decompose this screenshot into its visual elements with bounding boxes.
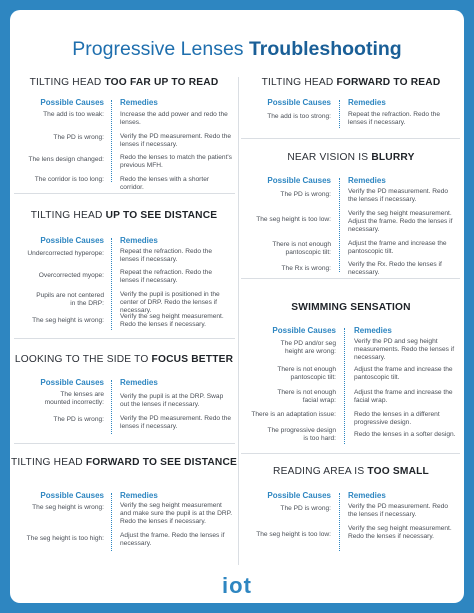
remedies-heading: Remedies [348,98,386,107]
remedy-text: Verify the pupil is positioned in the center of DRP. Redo the lenses if necessary. [120,291,220,315]
causes-heading: Possible Causes [40,491,104,500]
remedy-text: Verify the pupil is at the DRP. Swap out the lenses if necessary. [120,393,224,409]
cause-text: The PD is wrong: [53,416,104,423]
cause-text: The Rx is wrong: [281,265,331,272]
cause-text: There is not enough pantoscopic tilt: [277,366,336,382]
causes-heading: Possible Causes [267,176,331,185]
cause-text: Undercorrected hyperope: [27,250,104,257]
remedy-text: Increase the add power and redo the lenses. [120,111,228,127]
remedy-text: Redo the lenses to match the patient's previous MFH. [120,154,232,170]
cause-text: There is an adaptation issue: [251,411,336,418]
cause-text: The PD is wrong: [280,191,331,198]
cause-text: The PD is wrong: [53,134,104,141]
cause-text: The corridor is too long: [34,176,104,183]
cause-text: There is not enough pantoscopic tilt: [272,241,331,257]
iot-logo: iot [222,573,252,598]
section-title: TILTING HEAD TOO FAR UP TO READ [29,77,219,88]
remedy-text: Adjust the frame. Redo the lenses if necessary. [120,532,225,548]
dotted-separator [339,493,340,551]
remedy-text: Redo the lenses in a different progressive design. [354,411,440,427]
remedy-text: Repeat the refraction. Redo the lenses if necessary. [348,111,441,127]
cause-text: The seg height is too low: [256,216,331,223]
section-title: TILTING HEAD UP TO SEE DISTANCE [30,210,218,221]
remedy-text: Verify the PD measurement. Redo the lenses if necessary. [348,188,449,204]
divider-right-1 [241,138,460,139]
dotted-separator [111,380,112,434]
cause-text: The PD and/or seg height are wrong: [280,340,336,356]
remedies-heading: Remedies [120,236,158,245]
cause-text: Pupils are not centered in the DRP: [36,292,104,308]
section-title: SWIMMING SENSATION [291,302,411,313]
cause-text: The seg height is wrong: [32,504,104,511]
cause-text: The seg height is too low: [256,531,331,538]
divider-left-1 [14,193,235,194]
remedies-heading: Remedies [348,491,386,500]
causes-heading: Possible Causes [40,98,104,107]
cause-text: The PD is wrong: [280,505,331,512]
remedies-heading: Remedies [354,326,392,335]
infographic-card [10,10,464,603]
remedy-text: Verify the PD measurement. Redo the lenses if necessary. [120,415,232,431]
dotted-separator [111,100,112,182]
remedy-text: Verify the Rx. Redo the lenses if necessary. [348,261,442,277]
remedy-text: Redo the lenses in a softer design. [354,431,456,438]
remedy-text: Verify the PD and seg height measurements. Redo the lenses if necessary. [354,338,455,362]
dotted-separator [344,328,345,444]
title-normal: Progressive Lenses [72,38,249,60]
cause-text: There is not enough facial wrap: [277,389,336,405]
dotted-separator [339,178,340,272]
remedy-text: Verify the seg height measurement. Redo the lenses if necessary. [120,313,224,329]
causes-heading: Possible Causes [40,378,104,387]
remedies-heading: Remedies [120,491,158,500]
section-title: TILTING HEAD FORWARD TO SEE DISTANCE [10,457,238,468]
remedies-heading: Remedies [120,378,158,387]
remedies-heading: Remedies [120,98,158,107]
dotted-separator [111,238,112,330]
remedy-text: Adjust the frame and increase the pantoscopic tilt. [348,240,447,256]
divider-right-2 [241,278,460,279]
divider-left-3 [14,443,235,444]
remedy-text: Verify the seg height measurement and make sure the pupil is at the DRP. Redo the lenses if necessary. [120,502,233,526]
title-bold: Troubleshooting [248,38,402,60]
dotted-separator [111,493,112,551]
cause-text: The lens design changed: [28,156,104,163]
remedy-text: Verify the PD measurement. Redo the lenses if necessary. [348,503,449,519]
remedy-text: Repeat the refraction. Redo the lenses if necessary. [120,269,213,285]
section-title: NEAR VISION IS BLURRY [287,152,415,163]
cause-text: The add is too strong: [267,113,331,120]
cause-text: The lenses are mounted incorrectly: [44,391,104,407]
divider-right-3 [241,453,460,454]
remedies-heading: Remedies [348,176,386,185]
remedy-text: Verify the PD measurement. Redo the lenses if necessary. [120,133,232,149]
cause-text: The add is too weak: [43,111,104,118]
remedy-text: Verify the seg height measurement. Redo the lenses if necessary. [348,525,452,541]
remedy-text: Repeat the refraction. Redo the lenses if necessary. [120,248,213,264]
section-title: READING AREA IS TOO SMALL [273,466,429,477]
cause-text: The seg height is too high: [26,535,104,542]
causes-heading: Possible Causes [267,98,331,107]
remedy-text: Adjust the frame and increase the pantoscopic tilt. [354,366,453,382]
cause-text: Overcorrected myope: [38,272,104,279]
remedy-text: Redo the lenses with a shorter corridor. [120,176,210,192]
divider-left-2 [14,338,235,339]
section-title: LOOKING TO THE SIDE TO FOCUS BETTER [14,354,234,365]
page-title [10,38,464,61]
cause-text: The progressive design is too hard: [267,427,336,443]
causes-heading: Possible Causes [267,491,331,500]
dotted-separator [339,100,340,128]
remedy-text: Adjust the frame and increase the facial wrap. [354,389,453,405]
cause-text: The seg height is wrong: [32,317,104,324]
causes-heading: Possible Causes [272,326,336,335]
causes-heading: Possible Causes [40,236,104,245]
remedy-text: Verify the seg height measurement. Adjust the frame. Redo the lenses if necessary. [348,210,453,234]
section-title: TILTING HEAD FORWARD TO READ [261,77,441,88]
